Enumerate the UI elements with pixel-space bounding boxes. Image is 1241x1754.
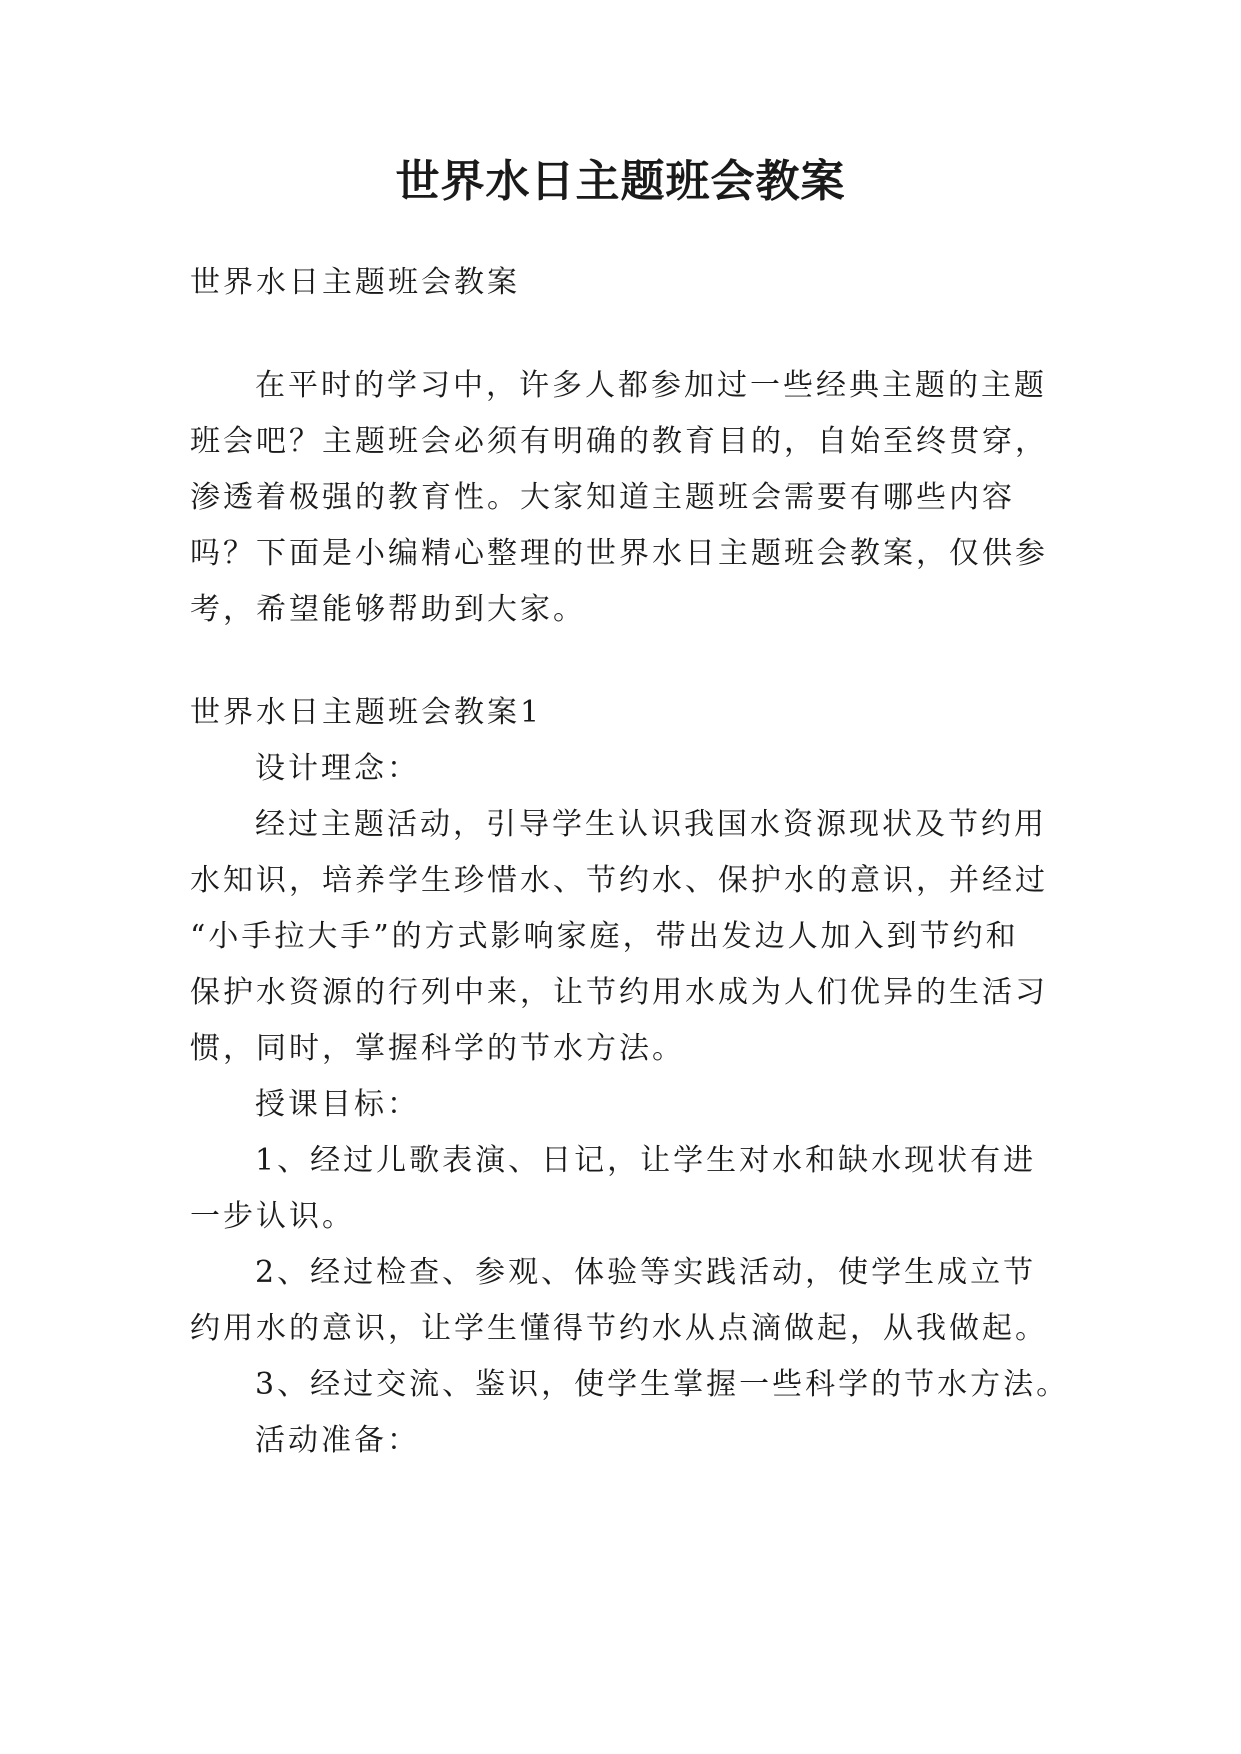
intro-line: 渗透着极强的教育性。大家知道主题班会需要有哪些内容 — [190, 480, 1015, 515]
prep-heading: 活动准备： — [255, 1423, 420, 1458]
intro-line: 在平时的学习中，许多人都参加过一些经典主题的主题 — [255, 368, 1047, 403]
section-title: 世界水日主题班会教案1 — [190, 695, 543, 730]
goal-line: 一步认识。 — [190, 1199, 355, 1234]
design-line: 经过主题活动，引导学生认识我国水资源现状及节约用 — [255, 807, 1047, 842]
goal-line: 1、经过儿歌表演、日记，让学生对水和缺水现状有进 — [255, 1143, 1037, 1178]
document-title: 世界水日主题班会教案 — [395, 156, 846, 207]
document-subtitle: 世界水日主题班会教案 — [190, 265, 520, 300]
goal-line: 2、经过检查、参观、体验等实践活动，使学生成立节 — [255, 1255, 1037, 1290]
intro-line: 班会吧？主题班会必须有明确的教育目的，自始至终贯穿， — [190, 424, 1048, 459]
design-line: 惯，同时，掌握科学的节水方法。 — [190, 1031, 685, 1066]
goal-line: 3、经过交流、鉴识，使学生掌握一些科学的节水方法。 — [255, 1367, 1070, 1402]
design-heading: 设计理念： — [255, 751, 420, 786]
intro-line: 考，希望能够帮助到大家。 — [190, 592, 586, 627]
intro-line: 吗？下面是小编精心整理的世界水日主题班会教案，仅供参 — [190, 536, 1048, 571]
design-line: 水知识，培养学生珍惜水、节约水、保护水的意识，并经过 — [190, 863, 1048, 898]
goal-line: 约用水的意识，让学生懂得节约水从点滴做起，从我做起。 — [190, 1311, 1048, 1346]
goals-heading: 授课目标： — [255, 1087, 420, 1122]
design-line: “小手拉大手”的方式影响家庭，带出发边人加入到节约和 — [190, 919, 1019, 954]
design-line: 保护水资源的行列中来，让节约用水成为人们优异的生活习 — [190, 975, 1048, 1010]
